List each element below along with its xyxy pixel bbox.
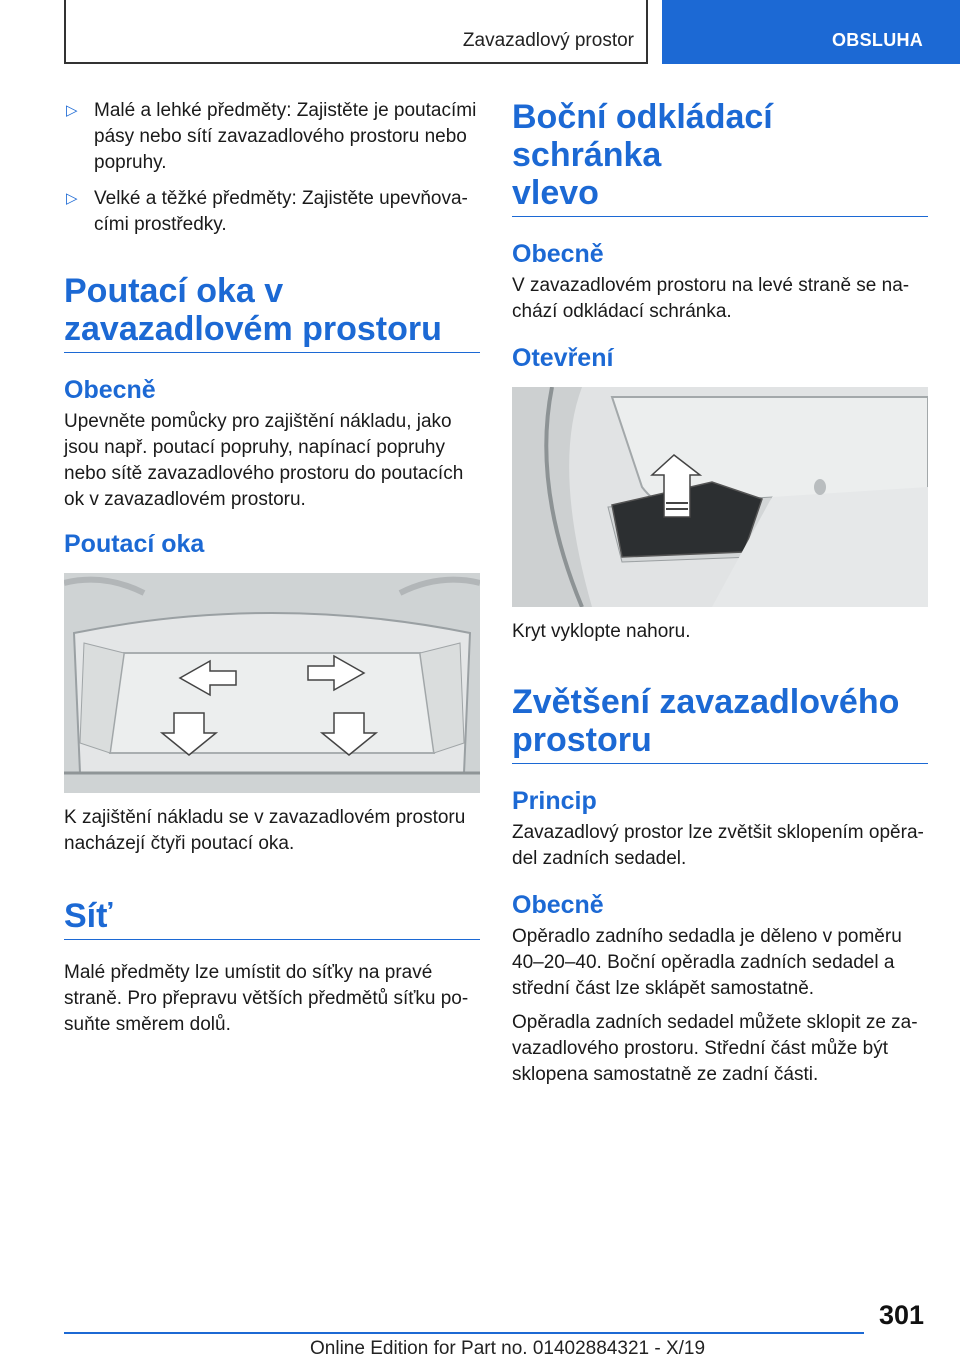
subheading-principle: Princip [512,787,597,815]
triangle-bullet-icon: ▷ [66,190,78,207]
page-number: 301 [878,1300,924,1330]
triangle-bullet-icon: ▷ [66,102,78,119]
principle-text: Zavazadlový prostor lze zvětšit sklopením opěra‐del zadních sedadel. [512,822,924,869]
heading-line: Boční odkládací schránka [512,98,773,174]
general2-text-1: Opěradlo zadního sedadla je děleno v poměru 40–20–40. Boční opěradla zadních sedadel a střední část lze sklápět samostatně. [512,926,902,999]
chapter-tab-label: OBSLUHA [832,30,924,50]
side-compartment-image [512,387,928,607]
list-item-text: Velké a těžké předměty: Zajistěte upevňova‐cími prostředky. [94,188,468,235]
list-item [64,98,480,176]
header-bar [64,0,648,64]
general-text: V zavazadlovém prostoru na levé straně se na‐chází odkládací schránka. [512,275,910,322]
left-column [64,98,480,1038]
list-item [64,186,480,238]
section-title: Zavazadlový prostor [462,30,634,51]
heading-side-compartment [512,98,928,217]
list-item-text: Malé a lehké předměty: Zajistěte je poutacími pásy nebo sítí zavazadlového prostoru nebo popruhy. [94,100,477,173]
general-text: Upevněte pomůcky pro zajištění nákladu, jako jsou např. poutací popruhy, napínací popruhy nebo sítě zavazadlového prostoru do poutacích ok v zavazadlovém prostoru. [64,411,464,510]
heading-enlarge-trunk [512,683,928,764]
heading-line: prostoru [512,721,652,759]
general2-text-2: Opěradla zadních sedadel můžete sklopit ze za‐vazadlového prostoru. Střední část může být sklopena samostatně ze zadní části. [512,1012,918,1085]
subheading-general: Obecně [512,240,604,268]
subheading-lashing-eyes: Poutací oka [64,530,205,558]
net-text: Malé předměty lze umístit do síťky na pravé straně. Pro přepravu větších předmětů síťku po‐suňte směrem dolů. [64,962,469,1035]
heading-line: vlevo [512,174,599,212]
footer-divider [64,1332,864,1334]
heading-lashing-eyes [64,272,480,353]
heading-line: Poutací oka v [64,272,284,310]
heading-line: Zvětšení zavazadlového [512,683,900,721]
open-caption: Kryt vyklopte nahoru. [512,621,691,642]
edition-note: Online Edition for Part no. 01402884321 - X/19 [310,1338,706,1359]
chapter-tab[interactable] [662,0,960,64]
right-column [512,98,928,1088]
heading-net: Síť [64,897,480,940]
subheading-general: Obecně [64,376,156,404]
subheading-open: Otevření [512,344,614,372]
trunk-lashing-eyes-image [64,573,480,793]
heading-line: zavazadlovém prostoru [64,310,442,348]
lashing-eyes-caption: K zajištění nákladu se v zavazadlovém prostoru nacházejí čtyři poutací oka. [64,807,466,854]
subheading-general-2: Obecně [512,891,604,919]
